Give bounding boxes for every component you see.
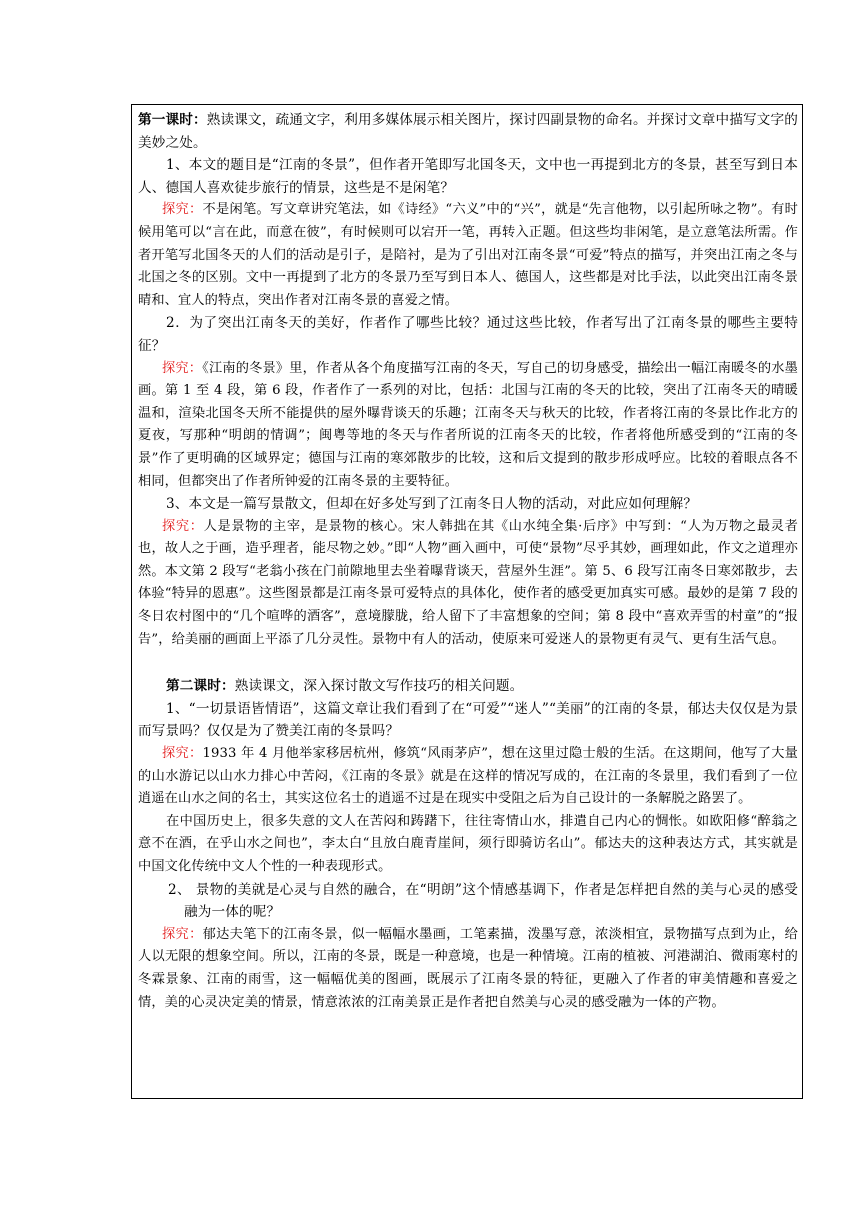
lesson2-intro-text: 熟读课文，深入探讨散文写作技巧的相关问题。 [234,678,524,695]
lesson1-answer-2 [138,358,798,494]
lesson2-lead: 第二课时： [166,678,235,695]
lesson2-answer-1 [138,743,798,811]
answer-text: 《江南的冬景》里，作者从各个角度描写江南的冬天，写自己的切身感受，描绘出一幅江南暖冬的水墨画。第 1 至 4 段，第 6 段，作者作了一系列的对比，包括：北国与江南的冬天的比较，突出了江南冬天的晴暖温和，渲染北国冬天所不能提供的屋外曝背谈天的乐趣；江南冬天与秋天的比较，作者将江南的冬景比作北方的夏夜，写那种“明朗的情调”；闽粤等地的冬天与作者所说的江南冬天的比较，作者将他所感受到的“江南的冬景”作了更明确的区域界定；德国与江南的寒郊散步的比较，这和后文提到的散步形成呼应。比较的着眼点各不相同，但都突出了作者所钟爱的江南冬景的主要特征。 [138,360,798,489]
document-body [138,109,798,1014]
section-spacer [138,651,798,675]
lesson1-answer-3 [138,516,798,652]
lesson1-intro [138,109,798,154]
answer-tag: 探究： [162,202,203,218]
answer-text: 郁达夫笔下的江南冬景，似一幅幅水墨画，工笔素描，泼墨写意，浓淡相宜，景物描写点到为止，给人以无限的想象空间。所以，江南的冬景，既是一种意境，也是一种情境。江南的植被、河港湖泊、微雨寒村的冬霖景象、江南的雨雪，这一幅幅优美的图画，既展示了江南冬景的特征，更融入了作者的审美情趣和喜爱之情，美的心灵决定美的情景，情意浓浓的江南美景正是作者把自然美与心灵的感受融为一体的产物。 [138,926,798,1010]
lesson2-answer-1-continued: 在中国历史上，很多失意的文人在苦闷和踌躇下，往往寄情山水，排遣自己内心的惆怅。如欧阳修“醉翁之意不在酒，在乎山水之间也”，李太白“且放白鹿青崖间，须行即骑访名山”。郁达夫的这种表达方式，其实就是中国文化传统中文人个性的一种表现形式。 [138,813,798,874]
lesson1-lead: 第一课时： [138,112,207,128]
answer-text: 1933 年 4 月他举家移居杭州，修筑“风雨茅庐”，想在这里过隐士般的生活。在这期间，他写了大量的山水游记以山水力排心中苦闷，《江南的冬景》就是在这样的情况写成的，在江南的冬景里，我们看到了一位逍遥在山水之间的名士，其实这位名士的逍遥不过是在现实中受阻之后为自己设计的一条解脱之路罢了。 [138,746,799,807]
lesson1-question-2: 2．为了突出江南冬天的美好，作者作了哪些比较？通过这些比较，作者写出了江南冬景的哪些主要特征？ [138,315,798,354]
lesson2-answer-2 [138,924,798,1014]
lesson2-intro [138,675,798,698]
lesson1-question-3: 3、本文是一篇写景散文，但却在好多处写到了江南冬日人物的活动，对此应如何理解？ [166,496,698,513]
answer-tag: 探究： [162,360,203,376]
lesson2-question-1: 1、“一切景语皆情语”，这篇文章让我们看到了在“可爱”“迷人”“美丽”的江南的冬景，郁达夫仅仅是为景而写景吗？仅仅是为了赞美江南的冬景吗？ [138,700,798,740]
answer-tag: 探究： [162,518,204,534]
answer-text: 不是闲笔。写文章讲究笔法，如《诗经》“六义”中的“兴”，就是“先言他物，以引起所咏之物”。有时候用笔可以“言在此，而意在彼”，有时候则可以宕开一笔，再转入正题。但这些均非闲笔，是立意笔法所需。作者开笔写北国冬天的人们的活动是引子，是陪衬，是为了引出对江南冬景“可爱”特点的描写，并突出江南之冬与北国之冬的区别。文中一再提到了北方的冬景乃至写到日本人、德国人，这些都是对比手法，以此突出江南冬景晴和、宜人的特点，突出作者对江南冬景的喜爱之情。 [138,202,799,308]
lesson1-intro-text: 熟读课文，疏通文字，利用多媒体展示相关图片，探讨四副景物的命名。并探讨文章中描写文字的美妙之处。 [138,112,798,151]
lesson1-question-1: 1、本文的题目是“江南的冬景”，但作者开笔即写北国冬天，文中也一再提到北方的冬景，甚至写到日本人、德国人喜欢徒步旅行的情景，这些是不是闲笔？ [138,157,798,196]
lesson2-question-2: 2、 景物的美就是心灵与自然的融合，在“明朗”这个情感基调下，作者是怎样把自然的美与心灵的感受融为一体的呢？ [168,881,798,921]
answer-tag: 探究： [162,746,203,762]
answer-text: 人是景物的主宰，是景物的核心。宋人韩拙在其《山水纯全集·后序》中写到：“人为万物之最灵者也，故人之于画，造乎理者，能尽物之妙。”即“人物”画入画中，可使“景物”尽乎其妙，画理如此，作文之道理亦然。本文第 2 段写“老翁小孩在门前隙地里去坐着曝背谈天，营屋外生涯”。第 5、6 段写江南冬日寒郊散步，去体验“特异的恩惠”。这些图景都是江南冬景可爱特点的具体化，使作者的感受更加真实可感。最妙的是第 7 段的冬日农村图中的“几个喧哗的酒客”，意境朦胧，给人留下了丰富想象的空间；第 8 段中“喜欢弄雪的村童”的“报告”，给美丽的画面上平添了几分灵性。景物中有人的活动，使原来可爱迷人的景物更有灵气、更有生活气息。 [138,518,799,647]
lesson1-answer-1 [138,199,798,312]
answer-tag: 探究： [162,926,203,942]
